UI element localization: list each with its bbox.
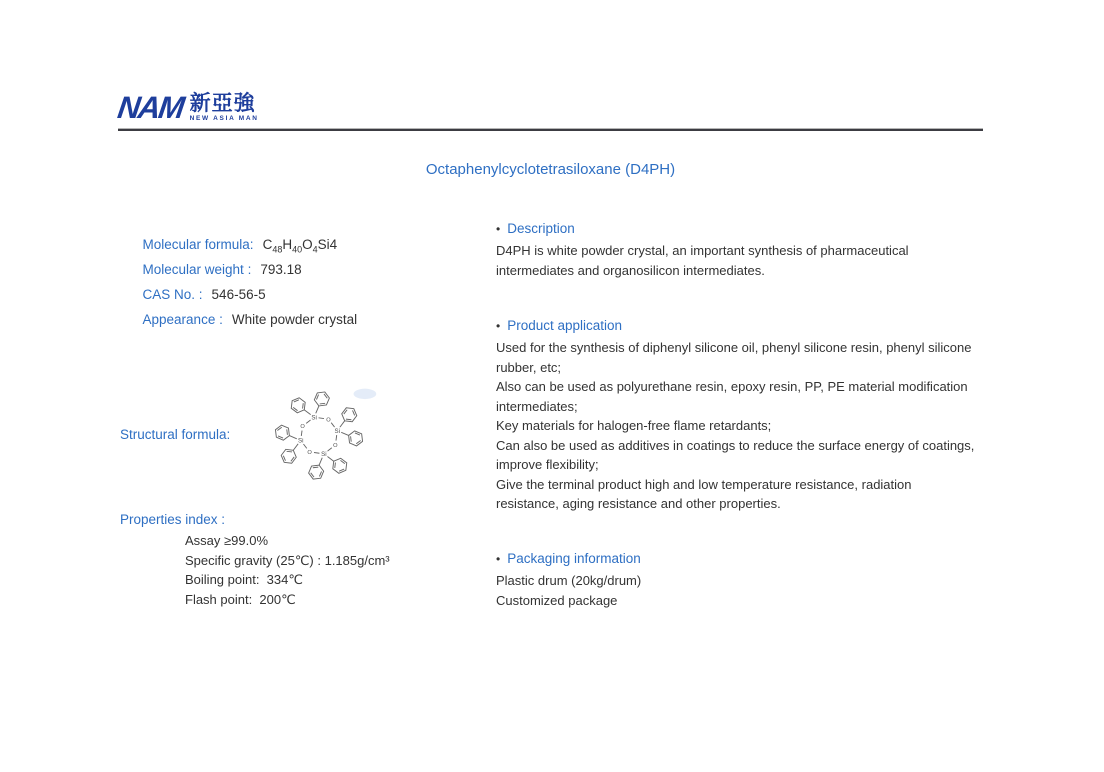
svg-text:Si: Si <box>334 427 341 435</box>
info-label: Molecular weight : <box>142 262 252 277</box>
property-item-specific-gravity: Specific gravity (25℃) : 1.185g/cm³ <box>185 552 390 568</box>
section-heading <box>496 318 977 333</box>
svg-text:O: O <box>326 417 331 424</box>
logo-subtitle-text: NEW ASIA MAN <box>189 114 259 122</box>
logo-chinese-text: 新亞強 <box>189 91 256 115</box>
info-label: CAS No. : <box>142 287 203 302</box>
section-paragraph: Used for the synthesis of diphenyl silicone oil, phenyl silicone resin, phenyl silicone rubber, etc; <box>496 340 972 375</box>
section-paragraph: Customized package <box>496 592 618 608</box>
svg-text:O: O <box>307 450 312 457</box>
section-title: Product application <box>507 318 623 333</box>
svg-text:Si: Si <box>297 437 304 445</box>
info-label: Molecular formula: <box>142 237 254 252</box>
section-paragraph: D4PH is white powder crystal, an important synthesis of pharmaceutical intermediates and organosilicon intermediates. <box>496 243 909 278</box>
description-section <box>496 221 977 280</box>
properties-index-list <box>185 531 390 609</box>
section-paragraph: Key materials for halogen-free flame retardants; <box>496 418 772 433</box>
svg-text:O: O <box>333 443 338 450</box>
info-value: 793.18 <box>260 262 302 277</box>
info-row-molecular-formula <box>120 222 357 255</box>
section-paragraph: Plastic drum (20kg/drum) <box>496 573 642 588</box>
section-heading <box>496 221 977 236</box>
section-paragraph: Also can be used as polyurethane resin, epoxy resin, PP, PE material modification intermediates; <box>496 379 968 414</box>
structural-formula-label: Structural formula: <box>120 427 231 442</box>
property-item-assay: Assay ≥99.0% <box>185 533 269 548</box>
company-logo <box>115 90 259 125</box>
section-title: Packaging information <box>507 551 641 566</box>
product-title: Octaphenylcyclotetrasiloxane (D4PH) <box>425 161 676 178</box>
bullet-icon: • <box>496 222 501 236</box>
bullet-icon: • <box>496 552 501 566</box>
bullet-icon: • <box>496 319 501 333</box>
info-label: Appearance : <box>142 312 223 327</box>
section-paragraph: Give the terminal product high and low temperature resistance, radiation resistance, aging resistance and other properties. <box>496 476 912 511</box>
info-value: White powder crystal <box>231 312 358 327</box>
section-paragraph: Can also be used as additives in coatings to reduce the surface energy of coatings, improve flexibility; <box>496 437 975 472</box>
molecular-formula-value: $C_{48}H_{40}O_4Si4$ <box>262 237 338 255</box>
properties-index-label: Properties index : <box>120 512 226 527</box>
structural-formula-image <box>248 372 390 500</box>
logo-nam-text: NAM <box>115 90 186 125</box>
svg-text:Si: Si <box>311 414 317 422</box>
section-title: Description <box>507 221 575 236</box>
svg-text:Si: Si <box>321 450 327 458</box>
property-item-flash-point: Flash point: 200℃ <box>185 591 296 607</box>
packaging-information-section <box>496 551 977 610</box>
product-application-section <box>496 318 977 514</box>
logo-chinese-block <box>190 93 259 124</box>
product-info-list <box>120 222 358 327</box>
svg-text:O: O <box>300 424 305 431</box>
header-divider <box>118 128 983 131</box>
info-value: 546-56-5 <box>211 287 266 302</box>
property-item-boiling-point: Boiling point: 334℃ <box>185 572 303 588</box>
section-heading <box>496 551 977 566</box>
